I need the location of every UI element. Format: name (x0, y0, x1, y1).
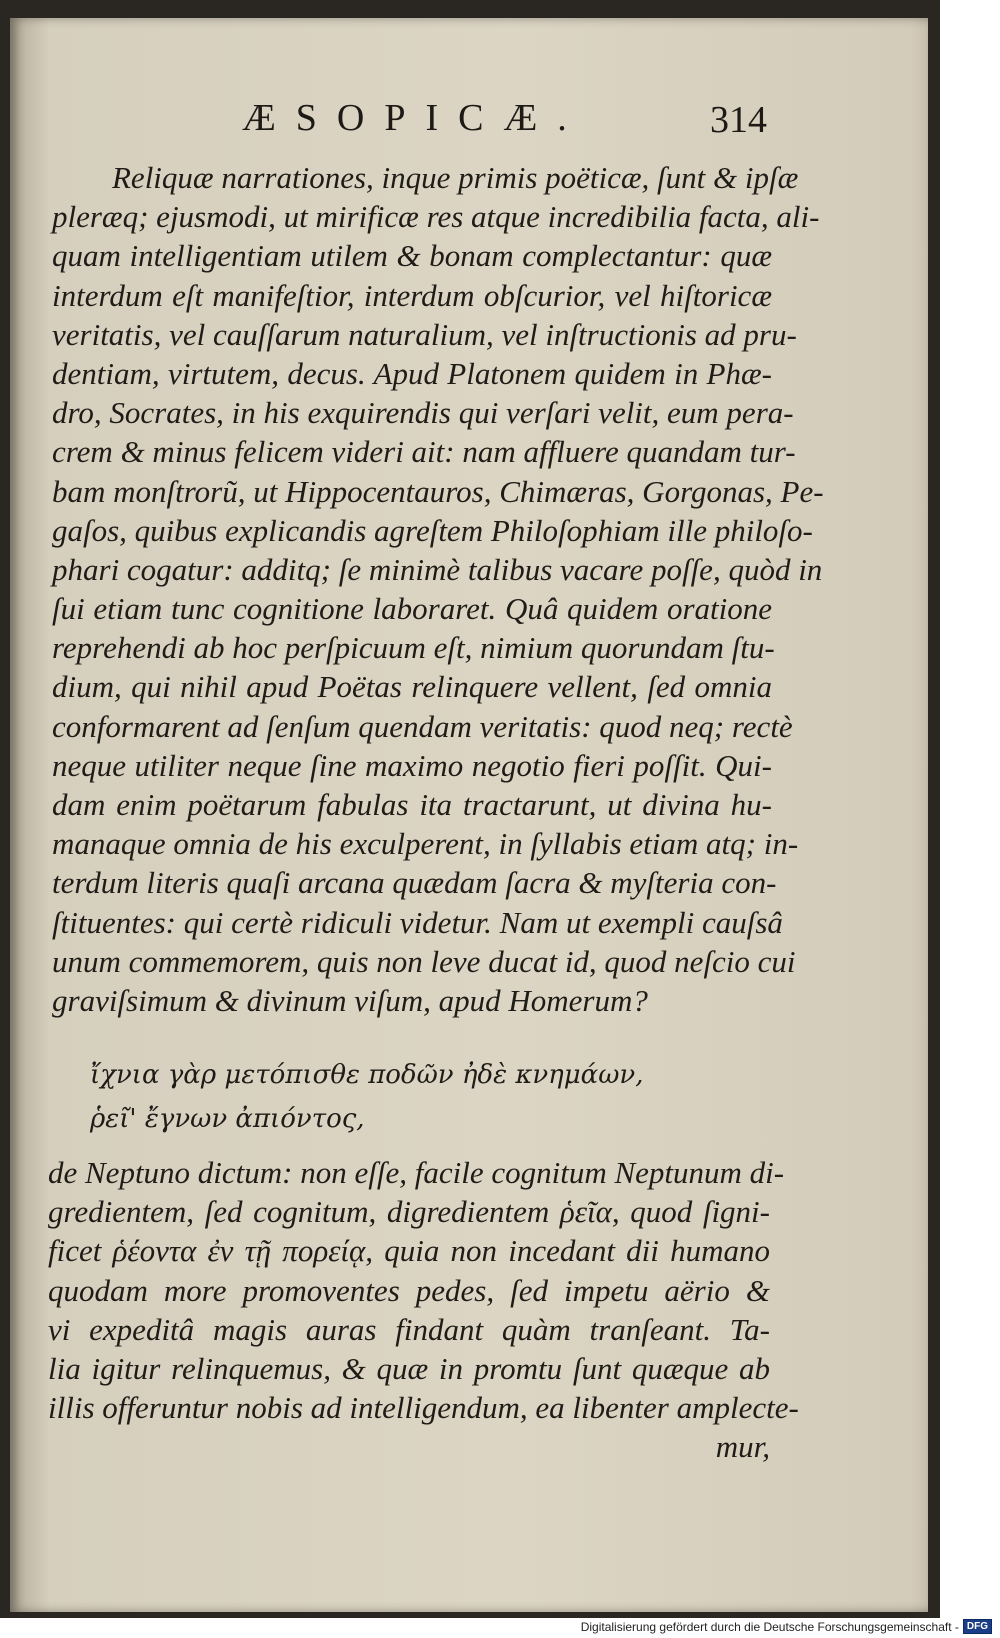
text-line: de Neptuno dictum: non eſſe, facile cognitum Neptunum di- (48, 1155, 785, 1190)
text-line: veritatis, vel cauſſarum naturalium, vel inſtructionis ad pru- (52, 316, 797, 352)
text-line: ſui etiam tunc cognitione laboraret. Quâ quidem oratione (52, 591, 772, 627)
text-line: pleræq; ejusmodi, ut mirificæ res atque incredibilia facta, ali- (52, 199, 820, 235)
text-line: quam intelligentiam utilem & bonam complectantur: quæ (52, 238, 772, 274)
text-line: crem & minus felicem videri ait: nam affluere quandam tur- (52, 434, 796, 470)
text-line: unum commemorem, quis non leve ducat id, quod neſcio cui (52, 943, 796, 979)
text-line: manaque omnia de his exculperent, in ſyllabis etiam atq; in- (52, 826, 799, 862)
main-text (52, 158, 824, 1020)
dfg-logo: DFG (963, 1619, 992, 1634)
text-line: graviſsimum & divinum viſum, apud Homerum? (52, 982, 648, 1018)
text-line: dium, qui nihil apud Poëtas relinquere vellent, ſed omnia (52, 669, 772, 705)
text-line: gaſos, quibus explicandis agreſtem Philoſophiam ille philoſo- (52, 512, 813, 548)
text-line: dam enim poëtarum fabulas ita tractarunt, ut divina hu- (52, 787, 772, 822)
credit-text: Digitalisierung gefördert durch die Deutsche Forschungsgemeinschaft - (580, 1619, 959, 1634)
text-line: Reliquæ narrationes, inque primis poëticæ, ſunt & ipſæ (112, 160, 799, 195)
text-line: reprehendi ab hoc perſpicuum eſt, nimium quorundam ſtu- (52, 630, 775, 666)
text-line: dro, Socrates, in his exquirendis qui verſari velit, eum pera- (52, 395, 794, 431)
greek-quotation (90, 1053, 710, 1141)
text-line: conformarent ad ſenſum quendam veritatis: quod neq; rectè (52, 708, 793, 744)
text-line: lia igitur relinquemus, & quæ in promtu ſunt quæque ab (48, 1350, 770, 1386)
text-line: vi expeditâ magis auras findant quàm tranſeant. Ta- (48, 1311, 770, 1347)
running-head: ÆSOPICÆ. (242, 97, 587, 139)
text-line: terdum literis quaſi arcana quædam ſacra & myſteria con- (52, 865, 777, 901)
text-line: illis offeruntur nobis ad intelligendum, ea libenter amplecte- (48, 1390, 799, 1426)
quotation-line: ἴχνια γὰρ μετόπισθε ποδῶν ἠδὲ κνημάων, (90, 1060, 644, 1090)
text-line: gredientem, ſed cognitum, digredientem ῥεῖα, quod ſigni- (48, 1194, 770, 1230)
quotation-line: ῥεῖ' ἔγνων ἀπιόντος, (90, 1104, 365, 1134)
text-line: neque utiliter neque ſine maximo negotio fieri poſſit. Qui- (52, 747, 772, 783)
text-line: dentiam, virtutem, decus. Apud Platonem quidem in Phæ- (52, 355, 772, 391)
continuation-text (48, 1153, 799, 1467)
book-page (10, 18, 928, 1612)
text-line: ficet ῥέοντα ἐν τῇ πορείᾳ, quia non incedant dii humano (48, 1233, 770, 1269)
text-line: phari cogatur: additq; ſe minimè talibus vacare poſſe, quòd in (52, 551, 823, 587)
text-line: quodam more promoventes pedes, ſed impetu aërio & (48, 1272, 770, 1308)
text-line: interdum eſt manifeſtior, interdum obſcurior, vel hiſtoricæ (52, 277, 772, 313)
text-line: ſtituentes: qui certè ridiculi videtur. Nam ut exempli cauſsâ (52, 904, 783, 940)
digitization-credit (581, 1619, 992, 1634)
text-line: bam monſtrorũ, ut Hippocentauros, Chimæras, Gorgonas, Pe- (52, 473, 824, 509)
catchword: mur, (715, 1429, 770, 1465)
page-number: 314 (710, 99, 767, 141)
